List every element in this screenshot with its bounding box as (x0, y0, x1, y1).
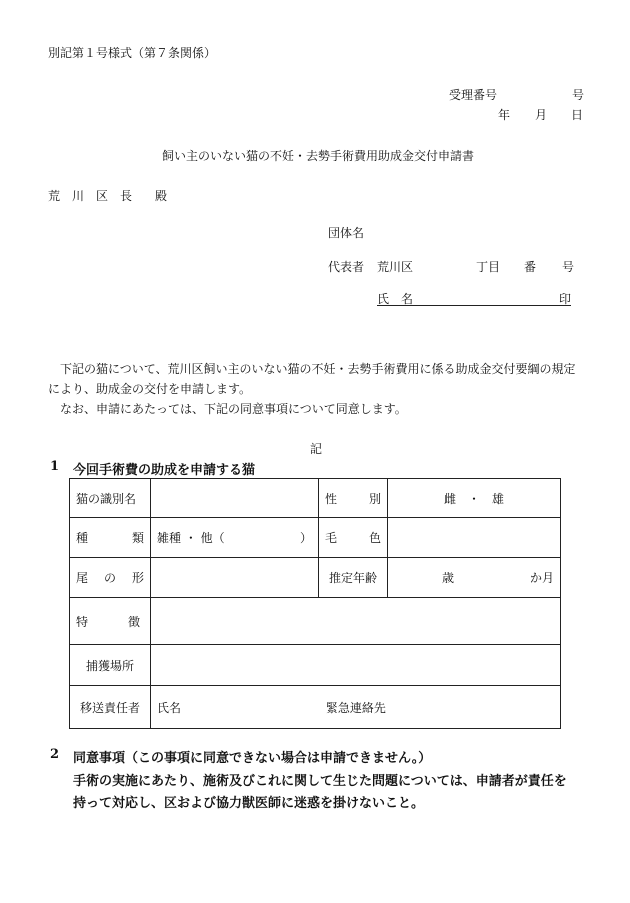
seal-label: 印 (558, 292, 571, 306)
go-label: 号 (562, 260, 575, 274)
ward-label: 荒川区 (377, 260, 414, 274)
section1-number: 1 (50, 459, 60, 474)
transport-responsible-label: 移送責任者 (70, 686, 151, 729)
section2-number: 2 (50, 747, 60, 762)
form-id: 別記第１号様式（第７条関係） (48, 46, 217, 60)
signer-name-label: 氏 名 (377, 292, 414, 306)
sex-options[interactable]: 雌 ・ 雄 (388, 479, 561, 518)
age-months-label: か月 (529, 571, 554, 585)
cat-info-table (69, 478, 561, 729)
body-para1-line1: 下記の猫について、荒川区飼い主のいない猫の不妊・去勢手術費用に係る助成金交付要綱の規定 (60, 362, 576, 376)
type-field[interactable] (151, 518, 319, 558)
addressee-honorific: 殿 (155, 189, 168, 203)
addressee-char-3: 区 (96, 189, 109, 203)
group-name-label: 団体名 (328, 226, 365, 240)
type-label-cell (70, 518, 151, 558)
addressee-char-2: 川 (72, 189, 85, 203)
sex-label-2: 別 (368, 491, 381, 506)
date-month: 月 (535, 108, 548, 122)
tail-label-1: 尾 (76, 571, 89, 585)
ban-label: 番 (524, 260, 537, 274)
tail-label-3: 形 (131, 571, 144, 585)
body-para1-line2: により、助成金の交付を申請します。 (48, 382, 252, 396)
tail-label-2: の (103, 571, 116, 585)
representative-label: 代表者 (328, 260, 365, 274)
age-field[interactable] (388, 558, 561, 598)
color-label-2: 色 (368, 531, 381, 545)
type-close-paren: ） (299, 531, 312, 545)
color-field[interactable] (388, 518, 561, 558)
table-row (70, 645, 561, 686)
chome-label: 丁目 (476, 260, 501, 274)
section2-text-line2: 持って対応し、区および協力獣医師に迷惑を掛けないこと。 (73, 796, 425, 811)
ki-label: 記 (310, 442, 323, 456)
color-label-cell (319, 518, 388, 558)
capture-location-field[interactable] (151, 645, 561, 686)
features-label-cell (70, 598, 151, 645)
cat-id-label: 猫の識別名 (70, 479, 151, 518)
date-day: 日 (571, 108, 584, 122)
section2-text-line1: 手術の実施にあたり、施術及びこれに関して生じた問題については、申請者が責任を (73, 774, 567, 789)
emergency-contact-label: 緊急連絡先 (325, 700, 386, 715)
table-row (70, 686, 561, 729)
cat-id-field[interactable] (151, 479, 319, 518)
signature-line[interactable] (377, 290, 571, 306)
addressee-char-4: 長 (120, 189, 133, 203)
transport-name-label: 氏名 (157, 700, 182, 715)
sex-label-1: 性 (325, 491, 338, 506)
receipt-number-suffix: 号 (572, 88, 585, 102)
date-year: 年 (498, 108, 511, 122)
features-field[interactable] (151, 598, 561, 645)
type-options: 雑種 ・ 他（ (157, 531, 225, 545)
transport-responsible-field[interactable] (151, 686, 561, 729)
sex-label-cell (319, 479, 388, 518)
tail-field[interactable] (151, 558, 319, 598)
type-label-2: 類 (131, 531, 144, 545)
document-title: 飼い主のいない猫の不妊・去勢手術費用助成金交付申請書 (162, 149, 475, 163)
features-label-2: 徴 (127, 614, 140, 629)
age-years-label: 歳 (442, 571, 455, 585)
table-row (70, 518, 561, 558)
body-para2: なお、申請にあたっては、下記の同意事項について同意します。 (60, 402, 407, 416)
table-row (70, 558, 561, 598)
color-label-1: 毛 (325, 531, 338, 545)
tail-label-cell (70, 558, 151, 598)
addressee-char-1: 荒 (48, 189, 61, 203)
section2-title: 同意事項（この事項に同意できない場合は申請できません。） (73, 751, 432, 766)
type-label-1: 種 (76, 531, 89, 545)
capture-location-label: 捕獲場所 (70, 645, 151, 686)
age-label: 推定年齢 (319, 558, 388, 598)
section1-title: 今回手術費の助成を申請する猫 (73, 463, 256, 478)
receipt-number-label: 受理番号 (449, 88, 498, 102)
table-row (70, 598, 561, 645)
features-label-1: 特 (76, 614, 89, 629)
table-row (70, 479, 561, 518)
